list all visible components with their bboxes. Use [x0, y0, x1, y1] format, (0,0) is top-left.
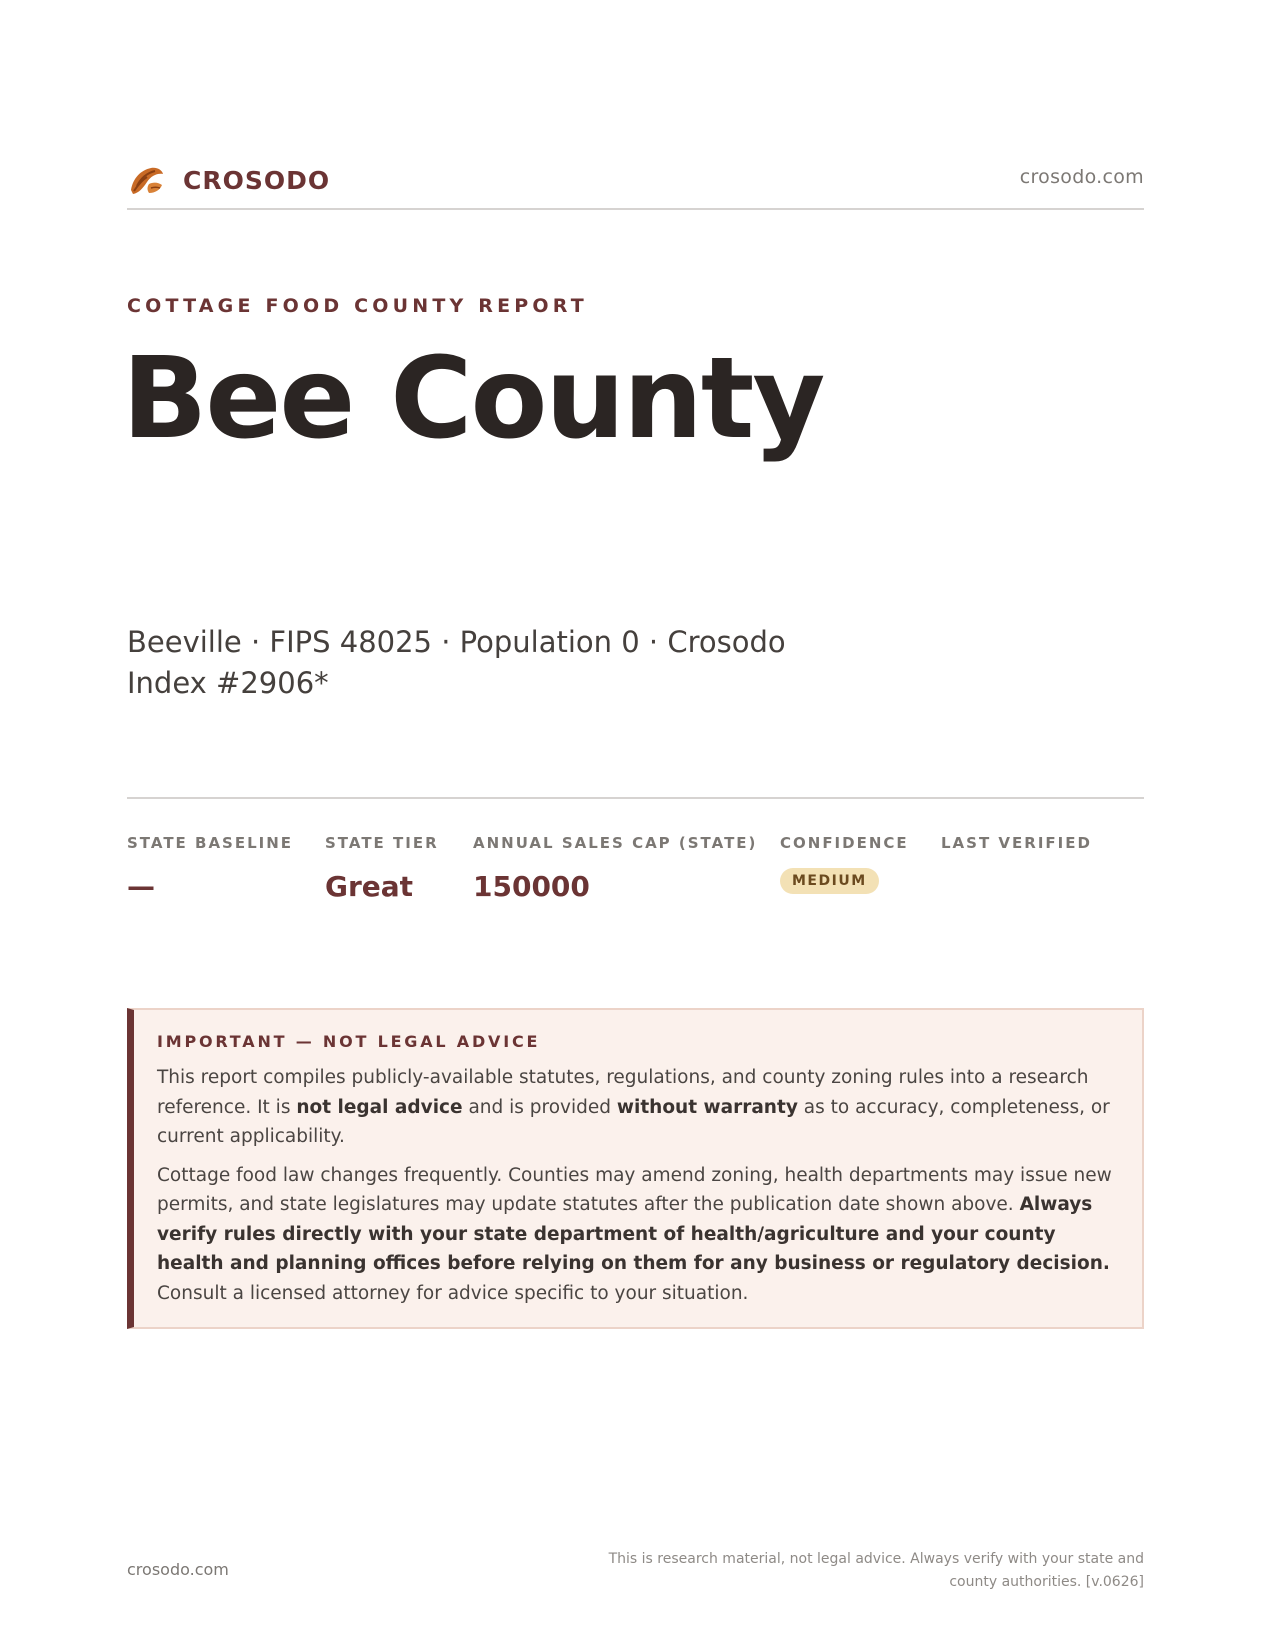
notice-text: and is provided: [462, 1096, 617, 1118]
divider: [127, 797, 1144, 799]
notice-text: as to accuracy, completeness, or current applicability.: [157, 1096, 1110, 1147]
page-header: [127, 150, 1144, 210]
stat-label: STATE TIER: [325, 834, 439, 852]
notice-emphasis: Always verify rules directly with your state department of health/agriculture and your county health and planning offices before relying on them for any business or regulatory decision.: [157, 1194, 1110, 1274]
notice-paragraph: [157, 1161, 1116, 1309]
stat-last-verified: [941, 834, 1092, 870]
notice-emphasis: without warranty: [616, 1096, 798, 1118]
page-title: Bee County: [122, 334, 824, 464]
notice-text: This report compiles publicly-available statutes, regulations, and county zoning rules into a research reference. It is: [157, 1067, 1089, 1118]
brand[interactable]: [127, 160, 330, 200]
stat-label: LAST VERIFIED: [941, 834, 1092, 852]
report-eyebrow: COTTAGE FOOD COUNTY REPORT: [127, 295, 588, 317]
county-meta: Beeville · FIPS 48025 · Population 0 · Crosodo Index #2906*: [127, 625, 786, 700]
stat-value: —: [127, 870, 155, 903]
stat-label: ANNUAL SALES CAP (STATE): [473, 834, 758, 852]
notice-paragraph: [157, 1063, 1116, 1152]
stat-value: Great: [325, 870, 414, 903]
notice-emphasis: not legal advice: [296, 1096, 463, 1118]
stat-value: 150000: [473, 870, 590, 903]
stat-label: CONFIDENCE: [780, 834, 909, 852]
notice-text: Cottage food law changes frequently. Counties may amend zoning, health departments may issue new permits, and state legislatures may update statutes after the publication date shown above.: [157, 1164, 1112, 1215]
stat-confidence: [780, 834, 909, 894]
confidence-badge: MEDIUM: [780, 868, 879, 894]
site-link[interactable]: crosodo.com: [1019, 166, 1144, 188]
stat-state-tier: [325, 834, 439, 903]
brand-name: CROSODO: [183, 165, 331, 195]
croissant-icon: [127, 160, 167, 200]
stat-label: STATE BASELINE: [127, 834, 294, 852]
notice-title: IMPORTANT — NOT LEGAL ADVICE: [157, 1032, 541, 1051]
stat-annual-sales-cap: [473, 834, 757, 903]
stat-state-baseline: [127, 834, 293, 903]
legal-notice: [127, 1008, 1144, 1329]
notice-text: Consult a licensed attorney for advice specific to your situation.: [157, 1282, 749, 1304]
footer-disclaimer: This is research material, not legal advice. Always verify with your state and county authorities. [v.0626]: [608, 1551, 1144, 1590]
footer-site[interactable]: crosodo.com: [127, 1560, 229, 1579]
